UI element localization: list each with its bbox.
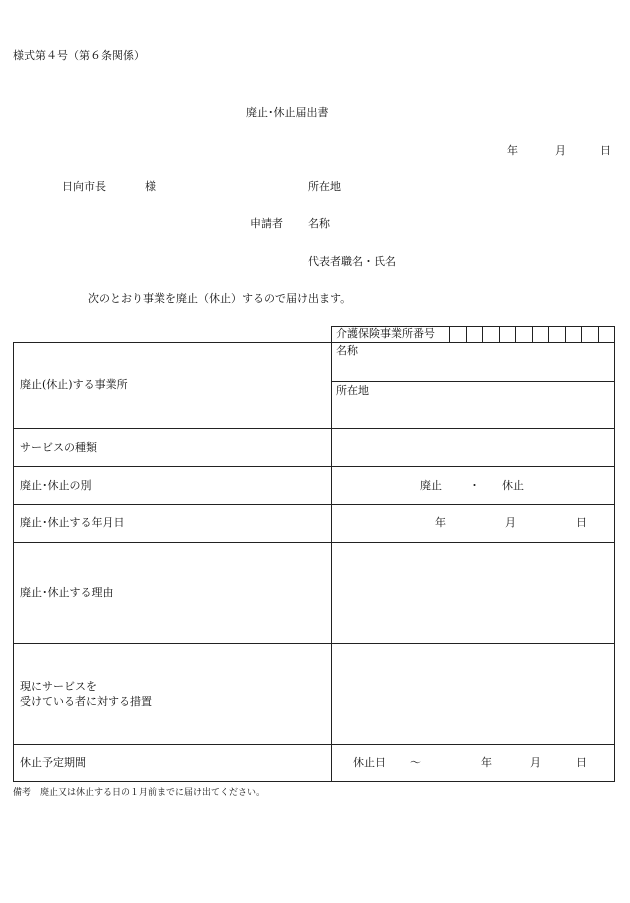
business-number-digit-box[interactable] [449,326,466,342]
date-month-label: 月 [555,144,566,157]
measures-label-line2: 受けている者に対する措置 [20,695,152,708]
applicant-name-label: 名称 [308,217,330,230]
table-border [13,744,615,745]
business-number-digit-grid[interactable] [449,326,614,342]
table-border [13,342,14,782]
table-border [13,542,615,543]
business-number-digit-box[interactable] [532,326,549,342]
date-day-label: 日 [600,144,611,157]
option-suspend[interactable]: 休止 [502,479,524,492]
business-number-digit-box[interactable] [581,326,598,342]
suspension-tilde: ～ [410,756,421,769]
date-month-unit: 月 [505,516,516,529]
business-number-digit-box[interactable] [482,326,499,342]
date-day-unit: 日 [576,516,587,529]
table-border [13,466,615,467]
date-label: 廃止･休止する年月日 [20,516,125,529]
business-number-digit-box[interactable] [466,326,483,342]
reason-label: 廃止･休止する理由 [20,586,114,599]
table-border [13,643,615,644]
honorific: 様 [145,180,156,193]
table-border [614,326,615,782]
option-abolish[interactable]: 廃止 [420,479,442,492]
business-number-digit-box[interactable] [499,326,516,342]
measures-label-line1: 現にサービスを [20,680,97,693]
applicant-label: 申請者 [250,217,283,230]
measures-label [20,679,320,709]
form-number: 様式第４号（第６条関係） [13,49,145,62]
applicant-representative-label: 代表者職名・氏名 [308,255,396,268]
addressee: 日向市長 [62,180,106,193]
facility-address-label: 所在地 [336,384,369,397]
suspension-start-label: 休止日 [353,756,386,769]
table-border [331,326,332,782]
table-border [13,428,615,429]
table-border [13,342,615,343]
date-year-label: 年 [507,144,518,157]
remarks-note: 備考 廃止又は休止する日の１月前までに届け出てください。 [13,788,266,798]
suspension-day-unit: 日 [576,756,587,769]
option-separator: ・ [469,479,480,492]
facility-label: 廃止(休止)する事業所 [20,378,128,391]
business-number-digit-box[interactable] [515,326,532,342]
business-number-label: 介護保険事業所番号 [336,327,435,340]
business-number-digit-box[interactable] [565,326,582,342]
applicant-address-label: 所在地 [308,180,341,193]
table-border [331,381,615,382]
table-border [13,504,615,505]
classification-label: 廃止･休止の別 [20,479,92,492]
document-title: 廃止･休止届出書 [246,106,329,119]
business-number-digit-box[interactable] [598,326,615,342]
suspension-year-unit: 年 [481,756,492,769]
suspension-month-unit: 月 [530,756,541,769]
facility-name-label: 名称 [336,344,358,357]
business-number-digit-box[interactable] [548,326,565,342]
statement: 次のとおり事業を廃止（休止）するので届け出ます。 [88,292,352,305]
suspension-period-label: 休止予定期間 [20,756,86,769]
date-year-unit: 年 [435,516,446,529]
service-type-label: サービスの種類 [20,441,97,454]
table-border [13,781,615,782]
